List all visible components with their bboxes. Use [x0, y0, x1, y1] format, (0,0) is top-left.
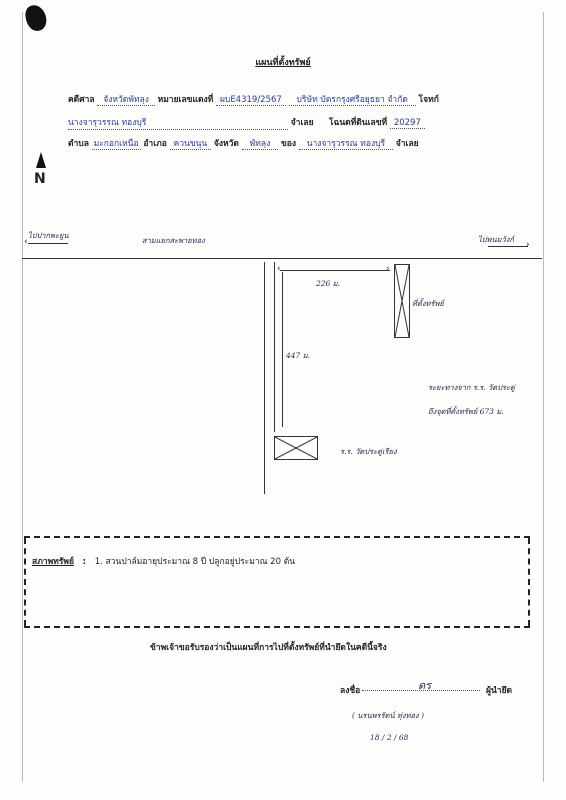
arrow-left-icon: ‹ [24, 237, 28, 247]
road-junction-label: สามแยกสะพายทอง [142, 236, 205, 245]
district: ควนขนุน [170, 139, 212, 150]
province: พัทลุง [242, 139, 279, 150]
label-defendant: จำเลย [290, 118, 314, 128]
property-colon: : [82, 557, 87, 567]
property-box-left [24, 538, 26, 626]
road-right-label: ไปพนมวังก์ [478, 235, 514, 244]
arrow-right-shaft [488, 246, 528, 247]
distance-note-1: ระยะทางจาก ร.ร. วัดประดู่ [428, 383, 515, 392]
measure-top-line [280, 270, 390, 271]
measure-side-line [282, 272, 283, 427]
side-road-left [264, 262, 265, 494]
red-number: ผบE4319/2567 [216, 95, 286, 106]
label-owner: ของ [280, 139, 297, 149]
court-name: จังหวัดพัทลุง [97, 95, 155, 106]
document-title: แผนที่ตั้งทรัพย์ [255, 58, 311, 68]
measure-top-arrow-icon: ‹ [277, 264, 281, 274]
sign-label: ลงชื่อ [340, 686, 361, 696]
measure-top-arrow-icon: › [386, 264, 390, 274]
label-case: คดีศาล [68, 95, 95, 105]
sign-date: 18 / 2 / 68 [370, 733, 409, 742]
location-line [68, 136, 419, 150]
label-plaintiff: โจทก์ [418, 95, 439, 105]
printed-name: ( นรนพรรัตน์ ทุ่งทอง ) [352, 711, 425, 720]
owner-name: นางจารุวรรณ ทองบุรี [299, 139, 393, 150]
subdistrict: มะกอกเหนือ [93, 139, 139, 149]
arrow-left-shaft [28, 243, 68, 244]
main-road-line [22, 258, 542, 259]
plaintiff-name: บริษัท บัตรกรุงศรีอยุธยา จำกัด [289, 95, 416, 106]
north-arrow-icon [36, 152, 46, 168]
property-box-bottom [24, 626, 530, 628]
school-label: ร.ร. วัดประดู่เรียง [340, 447, 397, 456]
property-building [394, 264, 410, 338]
property-cross-icon [395, 265, 409, 337]
measure-top-label: 226 ม. [316, 279, 341, 288]
measure-side-label: 447 ม. [286, 351, 311, 360]
label-owner-role: จำเลย [395, 139, 419, 149]
property-box-right [528, 538, 530, 626]
arrow-right-icon: › [526, 240, 530, 250]
label-subdistrict: ตำบล [68, 139, 89, 149]
school-building [274, 436, 318, 460]
school-cross-icon [275, 437, 317, 459]
label-district: อำเภอ [143, 139, 167, 149]
property-description: 1. สวนปาล์มอายุประมาณ 8 ปี ปลูกอยู่ประมาณ 20 ต้น [94, 557, 296, 567]
property-label: ที่ตั้งทรัพย์ [412, 299, 444, 308]
side-road-right [274, 262, 275, 432]
role-label: ผู้นำยึด [486, 686, 513, 696]
label-deed: โฉนดที่ดินเลขที่ [328, 118, 388, 128]
property-label-title: สภาพทรัพย์ [32, 557, 74, 567]
property-box-top [24, 536, 530, 538]
north-label: N [34, 171, 46, 187]
property-line [32, 554, 295, 568]
label-province: จังหวัด [213, 139, 239, 149]
distance-note-2: ถึงจุดที่ตั้งทรัพย์ 673 ม. [428, 407, 504, 416]
road-left-label: ไปปากพะยูน [28, 231, 69, 240]
deed-number: 20297 [390, 118, 425, 129]
defendant-name: นางจารุวรรณ ทองบุรี [68, 115, 288, 130]
label-red-number: หมายเลขแดงที่ [157, 95, 214, 105]
case-line-2 [68, 115, 425, 130]
certification-text: ข้าพเจ้าขอรับรองว่าเป็นแผนที่การไปที่ตั้งทรัพย์ที่นำยึดในคดีนี้จริง [150, 643, 387, 653]
case-line-1 [68, 92, 439, 106]
signature-mark: ดร [418, 679, 432, 692]
